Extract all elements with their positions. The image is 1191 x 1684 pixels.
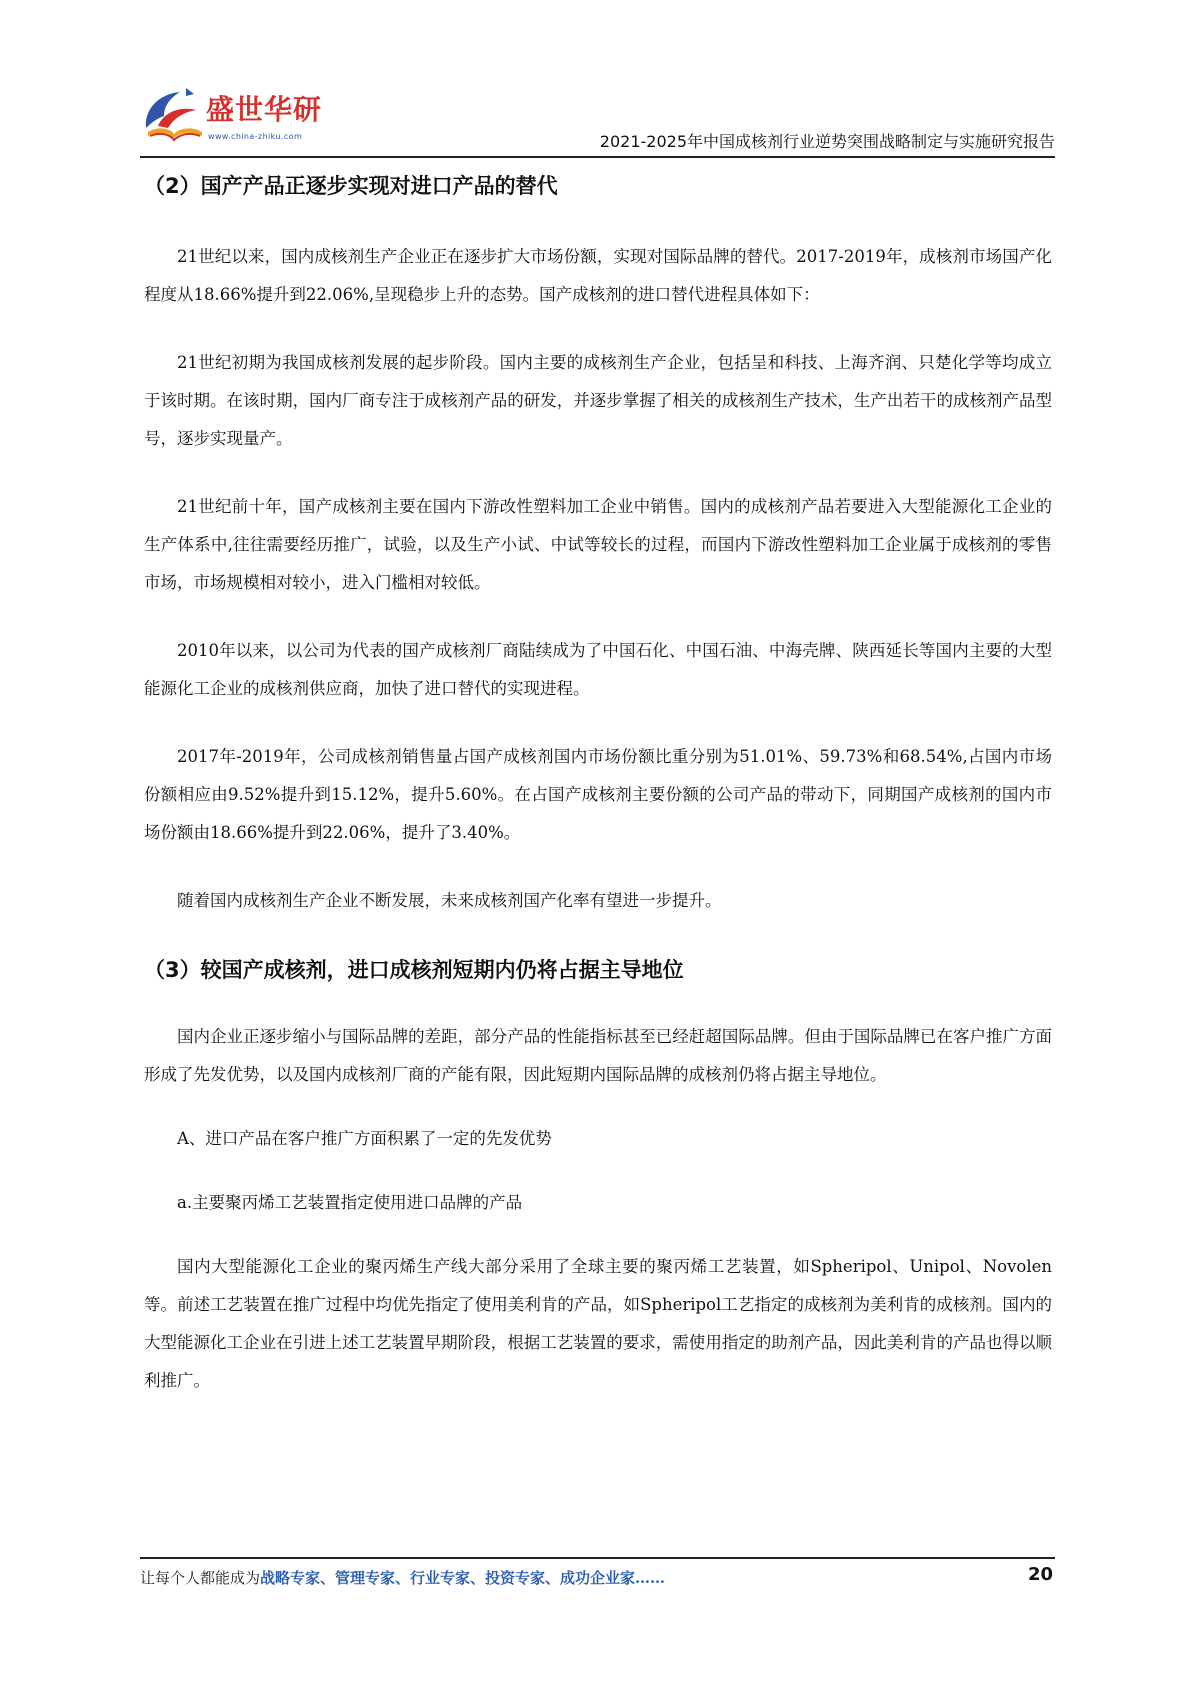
logo-brand-name: 盛世华研 [206, 93, 323, 126]
paragraph: 21世纪初期为我国成核剂发展的起步阶段。国内主要的成核剂生产企业，包括呈和科技、上海齐润、只楚化学等均成立于该时期。在该时期，国内厂商专注于成核剂产品的研发，并逐步掌握了相关的成核剂生产技术，生产出若干的成核剂产品型号，逐步实现量产。 [144, 353, 1052, 448]
footer-slogan-roles: 战略专家、管理专家、行业专家、投资专家、成功企业家…… [260, 1569, 666, 1587]
paragraph: 21世纪以来，国内成核剂生产企业正在逐步扩大市场份额，实现对国际品牌的替代。2017-2019年，成核剂市场国产化程度从18.66%提升到22.06%,呈现稳步上升的态势。国产成核剂的进口替代进程具体如下： [144, 247, 1052, 304]
report-title: 2021-2025年中国成核剂行业逆势突围战略制定与实施研究报告 [599, 132, 1055, 151]
paragraph: 国内大型能源化工企业的聚丙烯生产线大部分采用了全球主要的聚丙烯工艺装置，如Spheripol、Unipol、Novolen等。前述工艺装置在推广过程中均优先指定了使用美利肯的产品，如Spheripol工艺指定的成核剂为美利肯的成核剂。国内的大型能源化工企业在引进上述工艺装置早期阶段，根据工艺装置的要求，需使用指定的助剂产品，因此美利肯的产品也得以顺利推广。 [144, 1257, 1052, 1390]
paragraph: 2017年-2019年，公司成核剂销售量占国产成核剂国内市场份额比重分别为51.01%、59.73%和68.54%,占国内市场份额相应由9.52%提升到15.12%，提升5.60%。在占国产成核剂主要份额的公司产品的带动下，同期国产成核剂的国内市场份额由18.66%提升到22.06%，提升了3.40%。 [144, 747, 1052, 842]
page-number: 20 [1027, 1564, 1053, 1585]
section-heading-3: （3）较国产成核剂，进口成核剂短期内仍将占据主导地位 [144, 958, 684, 982]
page-header [140, 80, 1055, 155]
subheading-a-i: a.主要聚丙烯工艺装置指定使用进口品牌的产品 [177, 1193, 523, 1212]
paragraph: 国内企业正逐步缩小与国际品牌的差距，部分产品的性能指标甚至已经赶超国际品牌。但由于国际品牌已在客户推广方面形成了先发优势，以及国内成核剂厂商的产能有限，因此短期内国际品牌的成核剂仍将占据主导地位。 [144, 1027, 1052, 1084]
logo-emblem-icon [140, 86, 206, 142]
footer-slogan-prefix: 让每个人都能成为 [140, 1569, 261, 1587]
paragraph: 2010年以来，以公司为代表的国产成核剂厂商陆续成为了中国石化、中国石油、中海壳牌、陕西延长等国内主要的大型能源化工企业的成核剂供应商，加快了进口替代的实现进程。 [144, 641, 1052, 698]
subheading-a: A、进口产品在客户推广方面积累了一定的先发优势 [177, 1129, 552, 1148]
section-heading-2: （2）国产产品正逐步实现对进口产品的替代 [144, 174, 558, 198]
footer-divider [140, 1557, 1055, 1559]
paragraph: 21世纪前十年，国产成核剂主要在国内下游改性塑料加工企业中销售。国内的成核剂产品若要进入大型能源化工企业的生产体系中,往往需要经历推广，试验，以及生产小试、中试等较长的过程，而国内下游改性塑料加工企业属于成核剂的零售市场，市场规模相对较小，进入门槛相对较低。 [144, 497, 1052, 592]
footer-slogan [140, 1567, 665, 1588]
company-logo [140, 80, 330, 150]
paragraph: 随着国内成核剂生产企业不断发展，未来成核剂国产化率有望进一步提升。 [177, 891, 722, 910]
main-content [144, 160, 1052, 1400]
logo-website-url: www.china-zhiku.com [208, 132, 303, 141]
header-divider [140, 156, 1055, 158]
